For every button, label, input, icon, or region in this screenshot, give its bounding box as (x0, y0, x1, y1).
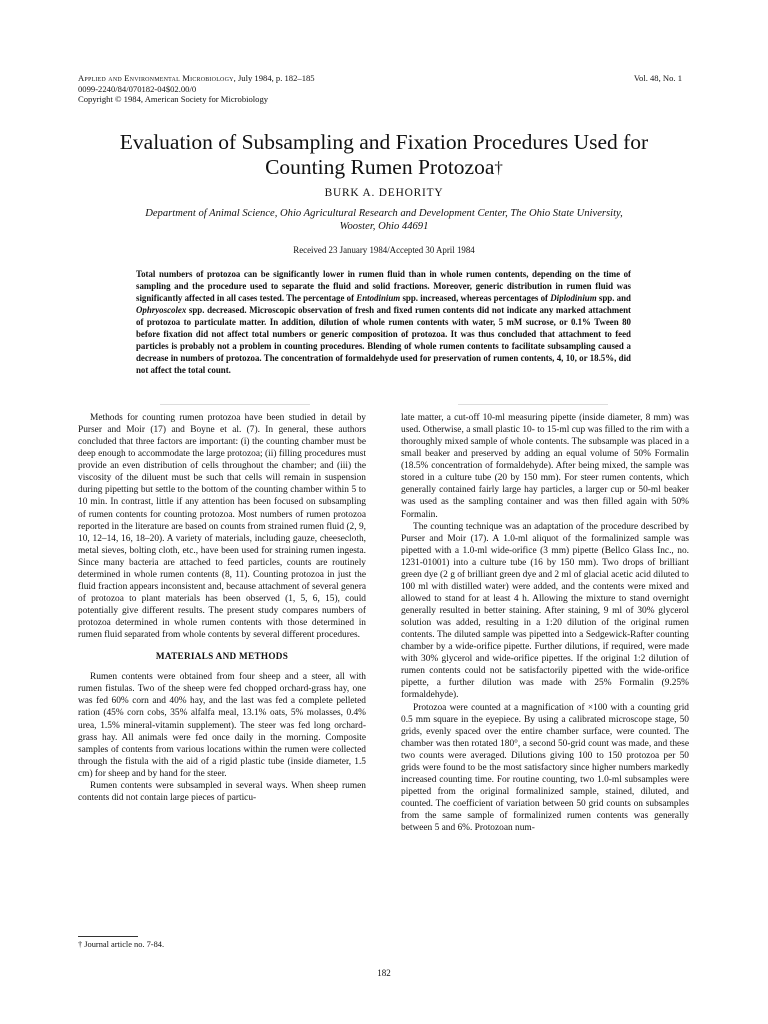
title-line-1: Evaluation of Subsampling and Fixation Procedures Used for (119, 130, 649, 154)
title-line-2-wrap (70, 155, 698, 180)
methods-paragraph-1: Rumen contents were obtained from four sheep and a steer, all with rumen fistulas. Two of the sheep were fed chopped orchard-grass hay, one was fed 60% corn and 40% hay, and the last was fed a complete pelleted ration (45% corn cobs, 35% alfalfa meal, 13.1% oats, 5% molasses, 0.4% urea, 1.5% mineral-vitamin supplement). The steer was fed long orchard-grass hay. All animals were fed once daily in the morning. Composite samples of contents from various locations within the rumen were collected through the fistula with the aid of a rigid plastic tube (inside diameter, 1.5 cm) for sheep and by hand for the steer. (78, 672, 366, 779)
abstract-text-4: spp. decreased. Microscopic observation of fresh and fixed rumen contents did not indicate any marked attachment of protozoa to particulate matter. In addition, dilution of whole rumen contents with water, 5 mM sucrose, or 0.1% Tween 80 before fixation did not affect total numbers or generic composition of protozoa. It was thus concluded that attachment to feed particles is probably not a problem in counting procedures. Blending of whole rumen contents to facilitate subsampling caused a decrease in numbers of protozoa. The concentration of formaldehyde used for preservation of rumen contents, 4, 10, or 18.5%, did not affect the total count. (136, 305, 631, 376)
methods-paragraph-continued: late matter, a cut-off 10-ml measuring pipette (inside diameter, 8 mm) was used. Otherwise, a small plastic 10- to 15-ml cup was filled to the rim with a thoroughly mixed sample of whole contents. The subsample was placed in a small beaker and preserved by adding an equal volume of 50% Formalin (18.5% concentration of formaldehyde). After being mixed, the sample was stored in a culture tube (20 by 150 mm). For steer rumen contents, which generally contained fairly large hay particles, a larger cup or 50-ml beaker was used as the sampling container and was then filled again with 50% Formalin. (401, 413, 689, 520)
received-accepted-dates: Received 23 January 1984/Accepted 30 April 1984 (293, 245, 475, 255)
affiliation (90, 207, 678, 233)
abstract (136, 268, 631, 376)
article-title (70, 130, 698, 180)
running-header (78, 73, 682, 105)
counting-procedure-paragraph: Protozoa were counted at a magnification of ×100 with a counting grid 0.5 mm square in the eyepiece. By using a calibrated microscope stage, 50 grids, evenly spaced over the entire chamber surface, were counted. The chamber was then rotated 180°, a second 50-grid count was made, and these two counts were averaged. Dilutions giving 100 to 150 protozoa per 50 grids were found to be the most satisfactory since higher numbers markedly increased counting time. For routine counting, two 1.0-ml subsamples were pipetted from the original formalinized sample, stained, diluted, and counted. The coefficient of variation between 50 grid counts on subsamples from the same sample of formalinized rumen contents was generally between 5 and 6%. Protozoan num- (401, 702, 689, 834)
affiliation-line-2: Wooster, Ohio 44691 (339, 221, 429, 232)
abstract-text-1: Total numbers of protozoa can be significantly lower in rumen fluid than in whole rumen contents, depending on the time of sampling and the procedure used to separate the fluid and solid fractions. Moreover, generic distribution in rumen fluid was significantly affected in all cases tested. The percentage of (136, 269, 631, 304)
abstract-text-3: spp. and (596, 293, 631, 304)
abstract-text-2: spp. increased, whereas percentages of (400, 293, 551, 304)
affiliation-line-1: Department of Animal Science, Ohio Agricultural Research and Development Center, The Ohio State University, (145, 208, 623, 219)
journal-citation (78, 73, 315, 84)
copyright-line: Copyright © 1984, American Society for Microbiology (78, 94, 269, 105)
genus-diplodinium: Diplodinium (550, 293, 597, 304)
issn-code: 0099-2240/84/070182-04$02.00/0 (78, 83, 197, 94)
author-name: BURK A. DEHORITY (324, 187, 444, 199)
volume-number: Vol. 48, No. 1 (633, 73, 682, 83)
genus-entodinium: Entodinium (356, 293, 401, 304)
page-number: 182 (377, 968, 391, 978)
title-line-2: Counting Rumen Protozoa (265, 155, 495, 179)
journal-name: Applied and Environmental Microbiology (78, 73, 234, 83)
citation-details: , July 1984, p. 182–185 (233, 73, 315, 83)
left-column (78, 412, 366, 804)
right-column (401, 412, 689, 834)
abstract-divider-right (458, 404, 608, 405)
genus-ophryoscolex: Ophryoscolex (136, 305, 187, 316)
section-heading-materials-methods: MATERIALS AND METHODS (155, 651, 289, 662)
abstract-divider-left (160, 404, 310, 405)
methods-paragraph-2: Rumen contents were subsampled in several ways. When sheep rumen contents did not contain large pieces of particu- (78, 780, 366, 803)
footnote: † Journal article no. 7-84. (78, 940, 165, 949)
title-dagger-mark: † (494, 158, 503, 177)
footnote-rule (78, 936, 138, 937)
counting-technique-paragraph: The counting technique was an adaptation of the procedure described by Purser and Moir (17). A 1.0-ml aliquot of the formalinized sample was pipetted with a 1.0-ml wide-orifice (3 mm) pipette (Bellco Glass Inc., no. 1231-01001) into a culture tube (16 by 150 mm). Two drops of brilliant green dye (2 g of brilliant green dye and 2 ml of glacial acetic acid diluted to 100 ml with distilled water) were added, and the contents were mixed and allowed to stand for at least 4 h. Allowing the mixture to stand overnight generally resulted in better staining. After staining, 9 ml of 30% glycerol solution was added, resulting in a 1:20 dilution of the original rumen contents. The diluted sample was pipetted into a Sedgewick-Rafter counting chamber by a wide-orifice pipette. Further dilutions, if required, were made with 30% glycerol and wide-orifice pipettes. If the original 1:2 dilution of rumen contents could not be satisfactorily pipetted with the wide-orifice pipette, a further dilution was made with 25% Formalin (9.25% formaldehyde). (401, 521, 689, 701)
intro-paragraph: Methods for counting rumen protozoa have been studied in detail by Purser and Moir (17) and Boyne et al. (7). In general, these authors concluded that three factors are important: (i) the counting chamber must be deep enough to accommodate the large protozoa; (ii) filling procedures must provide an even distribution of cells throughout the chamber; and (iii) the viscosity of the diluent must be such that cells will remain in suspension during pipetting but settle to the bottom of the counting chamber within 5 to 10 min. In contrast, little if any attention has been focused on subsampling of rumen contents for counting protozoa. Most numbers of rumen protozoa reported in the literature are based on counts from strained rumen fluid (2, 9, 10, 12–14, 16, 18–20). A variety of materials, including gauze, cheesecloth, metal sieves, bolting cloth, etc., have been used for straining rumen ingesta. Since many bacteria are attached to feed particles, counts are routinely determined in whole rumen contents (8, 11). Counting protozoa in just the fluid fraction appears inconsistent and, because attachment of several genera of protozoa to plant materials has been observed (1, 5, 6, 15), could potentially give different results. The present study compares numbers of protozoa determined in whole rumen contents with those determined in rumen fluid separated from whole contents by several different procedures. (78, 413, 366, 641)
